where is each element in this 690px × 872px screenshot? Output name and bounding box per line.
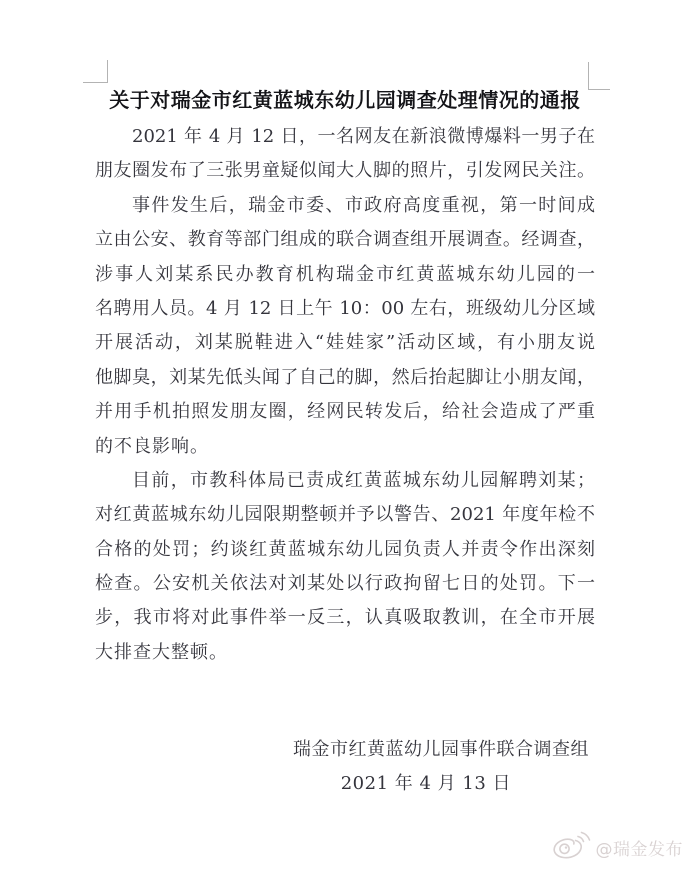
document-body — [95, 120, 595, 670]
body-line: 事件发生后，瑞金市委、市政府高度重视，第一时间成 — [132, 194, 595, 216]
body-line: 开展活动，刘某脱鞋进入“娃娃家”活动区域，有小朋友说 — [95, 332, 595, 354]
body-line: 大排查大整顿。 — [95, 641, 228, 663]
watermark-handle: @瑞金发布 — [595, 839, 683, 860]
signature-line: 瑞金市红黄蓝幼儿园事件联合调查组 — [293, 739, 589, 761]
body-line: 2021 年 4 月 12 日，一名网友在新浪微博爆料一男子在 — [132, 126, 595, 147]
body-line: 名聘用人员。4 月 12 日上午 10：00 左右，班级幼儿分区域 — [95, 297, 595, 319]
body-line: 对红黄蓝城东幼儿园限期整顿并予以警告、2021 年度年检不 — [95, 504, 595, 526]
body-line: 步，我市将对此事件举一反三，认真吸取教训，在全市开展 — [95, 607, 595, 629]
page-margin-mark-top-left — [83, 60, 108, 83]
body-line: 涉事人刘某系民办教育机构瑞金市红黄蓝城东幼儿园的一 — [95, 263, 595, 285]
body-line: 并用手机拍照发朋友圈，经网民转发后，给社会造成了严重 — [95, 401, 595, 423]
body-line: 目前，市教科体局已责成红黄蓝城东幼儿园解聘刘某； — [132, 469, 595, 491]
body-line: 合格的处罚；约谈红黄蓝城东幼儿园负责人并责令作出深刻 — [95, 538, 595, 560]
body-line: 立由公安、教育等部门组成的联合调查组开展调查。经调查， — [95, 229, 595, 251]
document-title: 关于对瑞金市红黄蓝城东幼儿园调查处理情况的通报 — [109, 88, 581, 112]
watermark — [548, 830, 684, 864]
body-line: 朋友圈发布了三张男童疑似闻大人脚的照片，引发网民关注。 — [95, 160, 595, 182]
date-line: 2021 年 4 月 13 日 — [340, 773, 511, 795]
body-line: 他脚臭，刘某先低头闻了自己的脚，然后抬起脚让小朋友闻， — [95, 366, 595, 388]
document-content — [95, 86, 595, 801]
weibo-icon — [548, 830, 592, 864]
body-line: 检查。公安机关依法对刘某处以行政拘留七日的处罚。下一 — [95, 573, 595, 595]
body-line: 的不良影响。 — [95, 435, 209, 457]
